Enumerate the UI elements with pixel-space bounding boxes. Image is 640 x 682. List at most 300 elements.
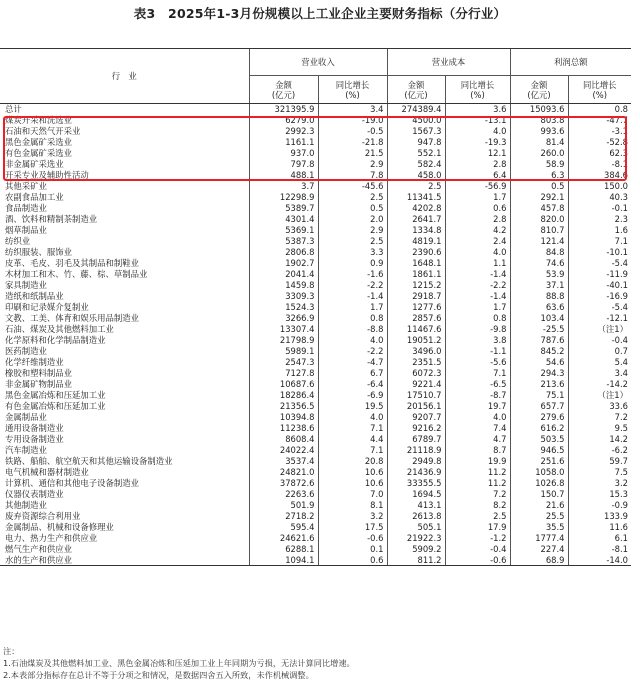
industry-name-cell: 总计 (5, 104, 22, 115)
industry-name-cell: 石油、煤炭及其他燃料加工业 (5, 324, 114, 334)
profit-amount-cell: 787.6 (510, 335, 568, 346)
revenue-growth-cell: 2.5 (318, 192, 387, 203)
cost-amount-cell: 505.1 (387, 522, 445, 533)
revenue-growth-cell: 4.4 (318, 434, 387, 445)
cost-amount-cell: 274389.4 (387, 104, 445, 115)
profit-amount-cell: 1777.4 (510, 533, 568, 544)
cost-amount-cell: 17510.7 (387, 390, 445, 401)
cost-growth-cell: 19.9 (445, 456, 510, 467)
revenue-growth-cell: 4.0 (318, 335, 387, 346)
industry-name-cell: 计算机、通信和其他电子设备制造业 (5, 478, 139, 488)
revenue-amount-cell: 5387.3 (249, 236, 318, 247)
industry-name-cell: 黑色金属矿采选业 (5, 137, 72, 147)
revenue-amount-cell: 3266.9 (249, 313, 318, 324)
revenue-growth-cell: 0.6 (318, 555, 387, 566)
revenue-amount-cell: 1094.1 (249, 555, 318, 566)
industry-name-cell: 电力、热力生产和供应业 (5, 533, 98, 543)
industry-name-cell: 有色金属冶炼和压延加工业 (5, 401, 106, 411)
cost-amount-cell: 2857.6 (387, 313, 445, 324)
revenue-amount-cell: 937.0 (249, 148, 318, 159)
table-row (0, 115, 631, 126)
cost-amount-cell: 1648.1 (387, 258, 445, 269)
table-row (0, 313, 631, 324)
profit-growth-cell: -8.1 (568, 544, 631, 555)
cost-growth-cell: -6.5 (445, 379, 510, 390)
profit-growth-cell: -3.1 (568, 126, 631, 137)
profit-amount-cell: 75.1 (510, 390, 568, 401)
profit-growth-cell: 3.2 (568, 478, 631, 489)
revenue-growth-cell: 2.5 (318, 236, 387, 247)
notes-label: 注： (3, 646, 20, 656)
industry-name-cell: 专用设备制造业 (5, 434, 64, 444)
table-row (0, 489, 631, 500)
revenue-amount-cell: 37872.6 (249, 478, 318, 489)
revenue-amount-cell: 18286.4 (249, 390, 318, 401)
table-row (0, 214, 631, 225)
revenue-amount-cell: 21356.5 (249, 401, 318, 412)
revenue-growth-cell: 0.8 (318, 313, 387, 324)
revenue-growth-cell: 10.6 (318, 467, 387, 478)
revenue-amount-cell: 21798.9 (249, 335, 318, 346)
table-row (0, 126, 631, 137)
table-title: 表3 2025年1-3月份规模以上工业企业主要财务指标（分行业） (133, 6, 507, 21)
profit-growth-cell: -5.4 (568, 258, 631, 269)
profit-amount-cell: 88.8 (510, 291, 568, 302)
table-row (0, 401, 631, 412)
cost-amount-cell: 6072.3 (387, 368, 445, 379)
cost-growth-cell: -13.1 (445, 115, 510, 126)
profit-amount-cell: 279.6 (510, 412, 568, 423)
cost-amount-header: 金额 (亿元) (387, 76, 445, 104)
cost-growth-cell: 2.5 (445, 511, 510, 522)
revenue-amount-cell: 24821.0 (249, 467, 318, 478)
cost-amount-cell: 9221.4 (387, 379, 445, 390)
revenue-growth-cell: 4.0 (318, 412, 387, 423)
cost-amount-cell: 1334.8 (387, 225, 445, 236)
profit-amount-cell: 121.4 (510, 236, 568, 247)
cost-header: 营业成本 (387, 49, 510, 76)
industry-name-cell: 非金属矿采选业 (5, 159, 64, 169)
revenue-growth-cell: -2.2 (318, 280, 387, 291)
revenue-amount-cell: 4301.4 (249, 214, 318, 225)
revenue-growth-cell: -6.4 (318, 379, 387, 390)
revenue-growth-cell: 17.5 (318, 522, 387, 533)
profit-amount-cell: 53.9 (510, 269, 568, 280)
industry-name-cell: 其他制造业 (5, 500, 47, 510)
table-row (0, 412, 631, 423)
cost-growth-cell: 11.2 (445, 478, 510, 489)
cost-amount-cell: 2949.8 (387, 456, 445, 467)
revenue-amount-cell: 3.7 (249, 181, 318, 192)
industry-name-cell: 纺织业 (5, 236, 31, 246)
revenue-growth-cell: 7.8 (318, 170, 387, 181)
cost-amount-cell: 20156.1 (387, 401, 445, 412)
revenue-amount-cell: 6288.1 (249, 544, 318, 555)
revenue-amount-cell: 2041.4 (249, 269, 318, 280)
cost-growth-cell: -0.6 (445, 555, 510, 566)
revenue-growth-cell: 19.5 (318, 401, 387, 412)
cost-growth-cell: 4.0 (445, 126, 510, 137)
revenue-growth-cell: 10.6 (318, 478, 387, 489)
revenue-growth-cell: -45.6 (318, 181, 387, 192)
industry-name-cell: 印刷和记录媒介复制业 (5, 302, 89, 312)
profit-amount-cell: 1026.8 (510, 478, 568, 489)
cost-amount-cell: 1215.2 (387, 280, 445, 291)
industry-name-cell: 汽车制造业 (5, 445, 47, 455)
profit-amount-cell: 503.5 (510, 434, 568, 445)
profit-amount-cell: 150.7 (510, 489, 568, 500)
profit-amount-cell: 457.8 (510, 203, 568, 214)
profit-amount-cell: 946.5 (510, 445, 568, 456)
table-row (0, 269, 631, 280)
table-row (0, 324, 631, 335)
profit-growth-cell: -14.0 (568, 555, 631, 566)
cost-growth-cell: 1.1 (445, 258, 510, 269)
profit-amount-cell: 68.9 (510, 555, 568, 566)
cost-growth-cell: 7.4 (445, 423, 510, 434)
industry-name-cell: 电气机械和器材制造业 (5, 467, 89, 477)
cost-growth-cell: 3.6 (445, 104, 510, 115)
table-notes (3, 645, 355, 681)
table-row (0, 181, 631, 192)
cost-amount-cell: 11341.5 (387, 192, 445, 203)
industry-name-cell: 造纸和纸制品业 (5, 291, 64, 301)
cost-growth-cell: 11.2 (445, 467, 510, 478)
cost-amount-cell: 1861.1 (387, 269, 445, 280)
table-row (0, 390, 631, 401)
cost-amount-cell: 2.5 (387, 181, 445, 192)
profit-growth-cell: -16.9 (568, 291, 631, 302)
cost-growth-cell: 3.8 (445, 335, 510, 346)
revenue-growth-cell: -6.9 (318, 390, 387, 401)
cost-growth-cell: 2.4 (445, 236, 510, 247)
revenue-amount-cell: 1161.1 (249, 137, 318, 148)
profit-amount-cell: 103.4 (510, 313, 568, 324)
cost-growth-cell: -56.9 (445, 181, 510, 192)
revenue-growth-cell: -1.4 (318, 291, 387, 302)
industry-name-cell: 家具制造业 (5, 280, 47, 290)
cost-growth-cell: 2.8 (445, 214, 510, 225)
profit-growth-cell: 133.9 (568, 511, 631, 522)
profit-amount-cell: 213.6 (510, 379, 568, 390)
industry-name-cell: 烟草制品业 (5, 225, 47, 235)
profit-amount-cell: 84.8 (510, 247, 568, 258)
profit-growth-cell: （注1） (568, 324, 631, 335)
revenue-growth-cell: 0.9 (318, 258, 387, 269)
profit-growth-cell: 11.6 (568, 522, 631, 533)
profit-growth-cell: -5.4 (568, 302, 631, 313)
table-row (0, 335, 631, 346)
profit-amount-cell: 0.5 (510, 181, 568, 192)
profit-growth-cell: 0.7 (568, 346, 631, 357)
revenue-growth-cell: 1.7 (318, 302, 387, 313)
revenue-amount-cell: 8608.4 (249, 434, 318, 445)
revenue-growth-cell: 0.1 (318, 544, 387, 555)
revenue-growth-cell: 3.4 (318, 104, 387, 115)
cost-growth-cell: -1.4 (445, 269, 510, 280)
profit-growth-cell: -10.1 (568, 247, 631, 258)
cost-growth-cell: -2.2 (445, 280, 510, 291)
revenue-amount-cell: 7127.8 (249, 368, 318, 379)
revenue-growth-cell: -2.2 (318, 346, 387, 357)
revenue-growth-cell: 6.7 (318, 368, 387, 379)
industry-name-cell: 食品制造业 (5, 203, 47, 213)
cost-amount-cell: 552.1 (387, 148, 445, 159)
revenue-amount-cell: 10394.8 (249, 412, 318, 423)
cost-amount-cell: 1567.3 (387, 126, 445, 137)
cost-amount-cell: 4819.1 (387, 236, 445, 247)
revenue-amount-header: 金额 (亿元) (249, 76, 318, 104)
table-row (0, 357, 631, 368)
revenue-growth-cell: 2.0 (318, 214, 387, 225)
profit-growth-cell: 7.2 (568, 412, 631, 423)
table-row (0, 445, 631, 456)
cost-amount-cell: 33355.5 (387, 478, 445, 489)
cost-amount-cell: 4500.0 (387, 115, 445, 126)
cost-growth-cell: 6.4 (445, 170, 510, 181)
cost-amount-cell: 9216.2 (387, 423, 445, 434)
revenue-growth-cell: 7.1 (318, 423, 387, 434)
table-row (0, 555, 631, 566)
note-2: 2.本表部分指标存在总计不等于分项之和情况，是数据四舍五入所致，未作机械调整。 (3, 670, 314, 680)
profit-growth-cell: 0.8 (568, 104, 631, 115)
financial-indicators-table (0, 48, 631, 566)
profit-growth-cell: 7.5 (568, 467, 631, 478)
revenue-amount-cell: 797.8 (249, 159, 318, 170)
revenue-amount-cell: 5989.1 (249, 346, 318, 357)
revenue-growth-cell: -4.7 (318, 357, 387, 368)
profit-amount-cell: 15093.6 (510, 104, 568, 115)
industry-name-cell: 酒、饮料和精制茶制造业 (5, 214, 98, 224)
profit-amount-cell: 993.6 (510, 126, 568, 137)
profit-growth-cell: -8.1 (568, 159, 631, 170)
revenue-amount-cell: 321395.9 (249, 104, 318, 115)
cost-amount-cell: 11467.6 (387, 324, 445, 335)
revenue-amount-cell: 3309.3 (249, 291, 318, 302)
cost-growth-cell: -0.4 (445, 544, 510, 555)
profit-amount-cell: 292.1 (510, 192, 568, 203)
table-row (0, 544, 631, 555)
table-row (0, 368, 631, 379)
profit-growth-cell: -0.4 (568, 335, 631, 346)
profit-amount-cell: 6.3 (510, 170, 568, 181)
table-row (0, 423, 631, 434)
cost-amount-cell: 6789.7 (387, 434, 445, 445)
profit-growth-cell: -40.1 (568, 280, 631, 291)
industry-name-cell: 皮革、毛皮、羽毛及其制品和制鞋业 (5, 258, 139, 268)
profit-amount-cell: 1058.0 (510, 467, 568, 478)
table-row (0, 522, 631, 533)
profit-amount-cell: 260.0 (510, 148, 568, 159)
industry-name-cell: 非金属矿物制品业 (5, 379, 72, 389)
profit-growth-cell: -6.2 (568, 445, 631, 456)
profit-amount-cell: 58.9 (510, 159, 568, 170)
table-row (0, 346, 631, 357)
cost-growth-cell: 17.9 (445, 522, 510, 533)
profit-amount-cell: 63.6 (510, 302, 568, 313)
profit-amount-cell: 54.6 (510, 357, 568, 368)
profit-growth-cell: -14.2 (568, 379, 631, 390)
revenue-growth-cell: 3.3 (318, 247, 387, 258)
cost-amount-cell: 1694.5 (387, 489, 445, 500)
revenue-growth-cell: -1.6 (318, 269, 387, 280)
profit-amount-cell: 35.5 (510, 522, 568, 533)
table-row (0, 225, 631, 236)
table-row (0, 434, 631, 445)
revenue-amount-cell: 2263.6 (249, 489, 318, 500)
revenue-growth-cell: 0.5 (318, 203, 387, 214)
revenue-amount-cell: 3537.4 (249, 456, 318, 467)
profit-growth-cell: -0.9 (568, 500, 631, 511)
industry-name-cell: 农副食品加工业 (5, 192, 64, 202)
table-row (0, 104, 631, 115)
revenue-header: 营业收入 (249, 49, 387, 76)
profit-amount-cell: 294.3 (510, 368, 568, 379)
industry-name-cell: 仪器仪表制造业 (5, 489, 64, 499)
revenue-growth-cell: -0.5 (318, 126, 387, 137)
industry-name-cell: 金属制品、机械和设备修理业 (5, 522, 114, 532)
table-row (0, 159, 631, 170)
revenue-amount-cell: 2547.3 (249, 357, 318, 368)
profit-growth-cell: 15.3 (568, 489, 631, 500)
profit-growth-cell: -0.1 (568, 203, 631, 214)
profit-growth-cell: 59.7 (568, 456, 631, 467)
profit-growth-cell: 1.6 (568, 225, 631, 236)
revenue-growth-cell: -21.8 (318, 137, 387, 148)
profit-growth-cell: -52.8 (568, 137, 631, 148)
profit-amount-cell: 37.1 (510, 280, 568, 291)
profit-growth-cell: 6.1 (568, 533, 631, 544)
cost-growth-cell: 0.6 (445, 203, 510, 214)
cost-growth-cell: 12.1 (445, 148, 510, 159)
cost-amount-cell: 3496.0 (387, 346, 445, 357)
industry-header: 行 业 (0, 49, 249, 104)
profit-amount-cell: -25.5 (510, 324, 568, 335)
revenue-amount-cell: 595.4 (249, 522, 318, 533)
table-row (0, 170, 631, 181)
revenue-growth-cell: 2.9 (318, 225, 387, 236)
revenue-growth-cell: 3.2 (318, 511, 387, 522)
profit-growth-cell: 3.4 (568, 368, 631, 379)
industry-name-cell: 化学原料和化学制品制造业 (5, 335, 106, 345)
profit-amount-cell: 25.5 (510, 511, 568, 522)
table-row (0, 137, 631, 148)
revenue-amount-cell: 1459.8 (249, 280, 318, 291)
cost-amount-cell: 2641.7 (387, 214, 445, 225)
table-row (0, 511, 631, 522)
cost-amount-cell: 4202.8 (387, 203, 445, 214)
profit-amount-cell: 251.6 (510, 456, 568, 467)
table-row (0, 280, 631, 291)
revenue-growth-cell: -8.8 (318, 324, 387, 335)
profit-amount-cell: 21.6 (510, 500, 568, 511)
profit-growth-cell: 14.2 (568, 434, 631, 445)
table-body (0, 104, 631, 566)
profit-amount-header: 金额 (亿元) (510, 76, 568, 104)
revenue-growth-cell: -19.0 (318, 115, 387, 126)
profit-growth-cell: 2.3 (568, 214, 631, 225)
cost-amount-cell: 811.2 (387, 555, 445, 566)
cost-growth-cell: 0.8 (445, 313, 510, 324)
profit-amount-cell: 657.7 (510, 401, 568, 412)
profit-growth-cell: 5.4 (568, 357, 631, 368)
revenue-amount-cell: 488.1 (249, 170, 318, 181)
revenue-amount-cell: 1902.7 (249, 258, 318, 269)
profit-growth-header: 同比增长 (%) (568, 76, 631, 104)
table-row (0, 258, 631, 269)
cost-growth-cell: 4.7 (445, 434, 510, 445)
table-row (0, 456, 631, 467)
revenue-growth-header: 同比增长 (%) (318, 76, 387, 104)
revenue-amount-cell: 12298.9 (249, 192, 318, 203)
table-row (0, 533, 631, 544)
industry-name-cell: 开采专业及辅助性活动 (5, 170, 89, 180)
cost-growth-cell: -19.3 (445, 137, 510, 148)
profit-header: 利润总额 (510, 49, 631, 76)
cost-amount-cell: 9207.7 (387, 412, 445, 423)
table-row (0, 236, 631, 247)
cost-growth-cell: 1.7 (445, 192, 510, 203)
revenue-growth-cell: 2.9 (318, 159, 387, 170)
profit-amount-cell: 820.0 (510, 214, 568, 225)
profit-growth-cell: （注1） (568, 390, 631, 401)
industry-name-cell: 废弃资源综合利用业 (5, 511, 81, 521)
table-row (0, 203, 631, 214)
cost-growth-cell: 1.7 (445, 302, 510, 313)
revenue-growth-cell: 7.0 (318, 489, 387, 500)
table-row (0, 379, 631, 390)
cost-amount-cell: 1277.6 (387, 302, 445, 313)
table-row (0, 192, 631, 203)
revenue-growth-cell: 20.8 (318, 456, 387, 467)
industry-name-cell: 文教、工美、体育和娱乐用品制造业 (5, 313, 139, 323)
cost-amount-cell: 947.8 (387, 137, 445, 148)
profit-growth-cell: 62.3 (568, 148, 631, 159)
industry-name-cell: 黑色金属冶炼和压延加工业 (5, 390, 106, 400)
cost-growth-header: 同比增长 (%) (445, 76, 510, 104)
revenue-amount-cell: 2718.2 (249, 511, 318, 522)
cost-growth-cell: 4.0 (445, 412, 510, 423)
revenue-amount-cell: 13307.4 (249, 324, 318, 335)
profit-amount-cell: 74.6 (510, 258, 568, 269)
cost-growth-cell: -5.6 (445, 357, 510, 368)
profit-amount-cell: 81.4 (510, 137, 568, 148)
cost-growth-cell: -1.4 (445, 291, 510, 302)
revenue-amount-cell: 11238.6 (249, 423, 318, 434)
cost-amount-cell: 19051.2 (387, 335, 445, 346)
revenue-growth-cell: 8.1 (318, 500, 387, 511)
profit-growth-cell: 150.0 (568, 181, 631, 192)
profit-growth-cell: 384.6 (568, 170, 631, 181)
cost-growth-cell: -9.8 (445, 324, 510, 335)
table-row (0, 478, 631, 489)
cost-amount-cell: 21436.9 (387, 467, 445, 478)
profit-amount-cell: 845.2 (510, 346, 568, 357)
cost-amount-cell: 2613.8 (387, 511, 445, 522)
revenue-amount-cell: 2992.3 (249, 126, 318, 137)
cost-growth-cell: 4.2 (445, 225, 510, 236)
revenue-amount-cell: 24022.4 (249, 445, 318, 456)
revenue-amount-cell: 2806.8 (249, 247, 318, 258)
cost-growth-cell: 7.2 (445, 489, 510, 500)
table-row (0, 247, 631, 258)
industry-name-cell: 橡胶和塑料制品业 (5, 368, 72, 378)
profit-growth-cell: 40.3 (568, 192, 631, 203)
profit-growth-cell: 9.5 (568, 423, 631, 434)
profit-growth-cell: -11.9 (568, 269, 631, 280)
revenue-amount-cell: 24621.6 (249, 533, 318, 544)
industry-name-cell: 医药制造业 (5, 346, 47, 356)
